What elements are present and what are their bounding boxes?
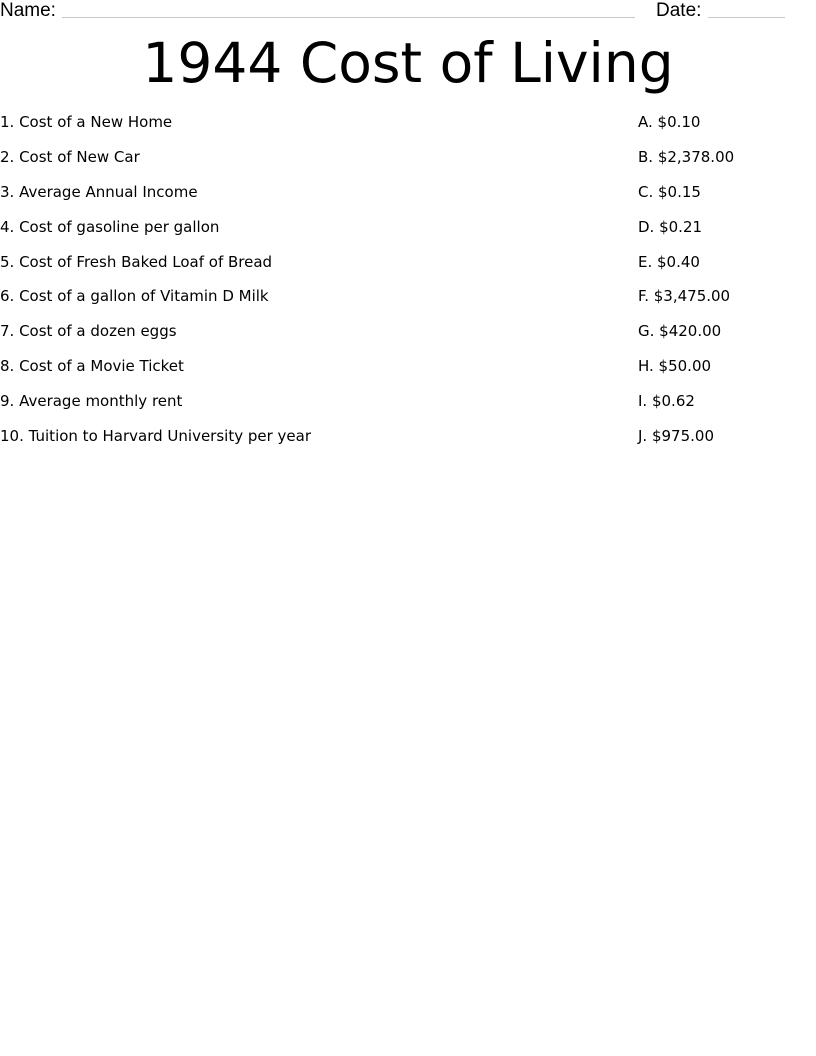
date-label: Date: — [656, 0, 702, 21]
answer-item: F. $3,475.00 — [638, 287, 731, 306]
page-title: 1944 Cost of Living — [142, 31, 674, 95]
answer-item: E. $0.40 — [638, 252, 700, 271]
question-item: 4. Cost of gasoline per gallon — [0, 217, 220, 236]
answer-item: G. $420.00 — [638, 322, 722, 341]
answer-item: H. $50.00 — [638, 357, 712, 376]
question-item: 3. Average Annual Income — [0, 182, 198, 201]
question-item: 10. Tuition to Harvard University per year — [0, 427, 311, 446]
answer-item: A. $0.10 — [638, 113, 701, 131]
question-item: 2. Cost of New Car — [0, 147, 140, 166]
question-item: 8. Cost of a Movie Ticket — [0, 357, 184, 376]
question-list — [0, 110, 600, 459]
name-field-line[interactable] — [62, 17, 635, 18]
answer-item: B. $2,378.00 — [638, 147, 735, 166]
question-item: 9. Average monthly rent — [0, 392, 183, 411]
question-item: 6. Cost of a gallon of Vitamin D Milk — [0, 287, 269, 306]
answer-item: C. $0.15 — [638, 182, 701, 201]
answer-list — [638, 110, 808, 459]
name-label: Name: — [0, 0, 56, 21]
answer-item: D. $0.21 — [638, 217, 703, 236]
question-item: 1. Cost of a New Home — [0, 113, 173, 131]
date-field-line[interactable] — [708, 17, 785, 18]
worksheet-header — [0, 0, 816, 24]
question-item: 5. Cost of Fresh Baked Loaf of Bread — [0, 252, 273, 271]
question-item: 7. Cost of a dozen eggs — [0, 322, 177, 341]
answer-item: J. $975.00 — [638, 427, 714, 446]
answer-item: I. $0.62 — [638, 392, 695, 411]
